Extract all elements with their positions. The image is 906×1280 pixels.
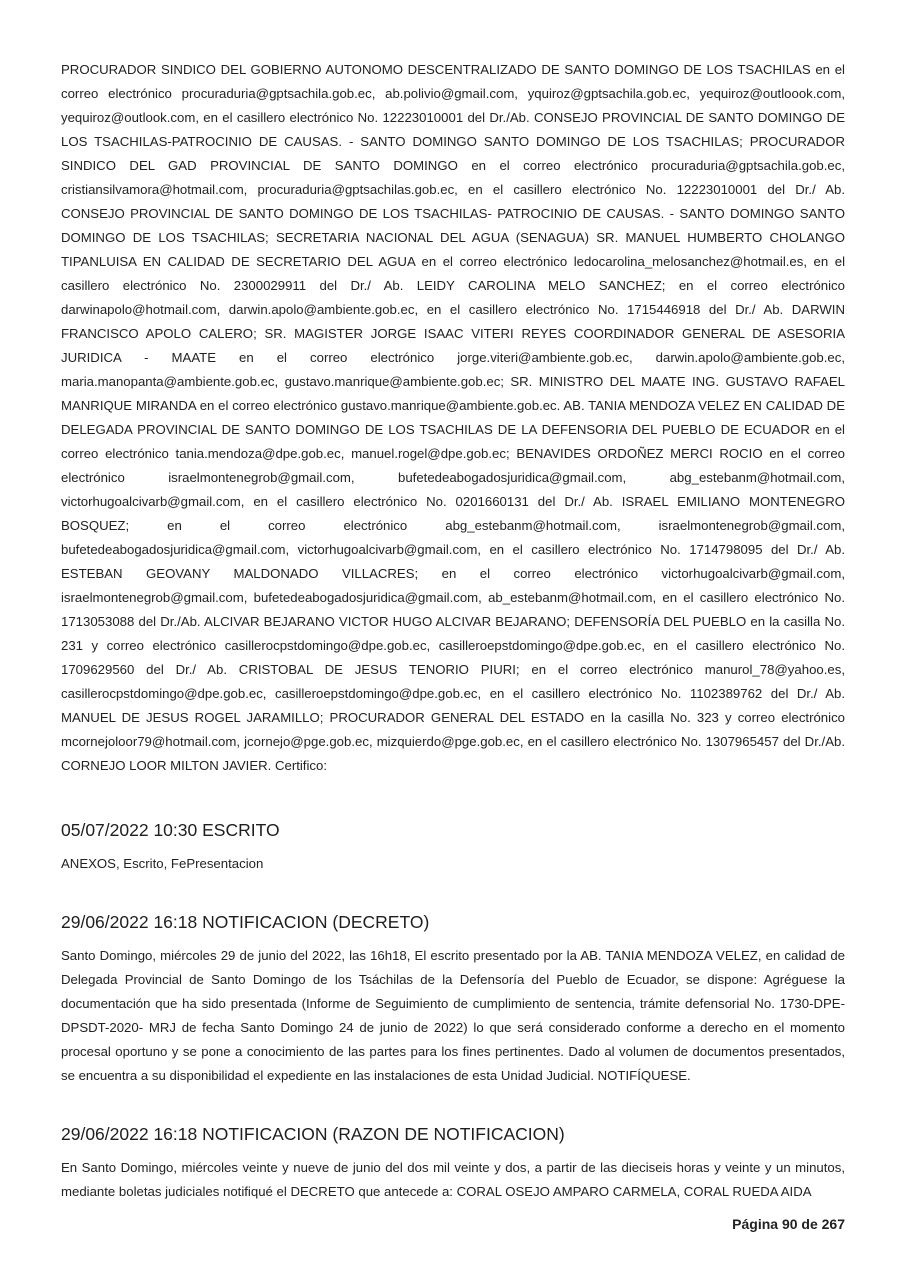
entry-heading-razon: 29/06/2022 16:18 NOTIFICACION (RAZON DE NOTIFICACION)	[61, 1124, 565, 1144]
document-page	[61, 58, 845, 1204]
intro-paragraph: PROCURADOR SINDICO DEL GOBIERNO AUTONOMO DESCENTRALIZADO DE SANTO DOMINGO DE LOS TSACHILAS en el correo electrónico procuraduria@gptsachila.gob.ec, ab.polivio@gmail.com, yquiroz@gptsachila.gob.ec, yequiroz@outloook.com, yequiroz@outlook.com, en el casillero electrónico No. 12223010001 del Dr./Ab. CONSEJO PROVINCIAL DE SANTO DOMINGO DE LOS TSACHILAS-PATROCINIO DE CAUSAS. - SANTO DOMINGO SANTO DOMINGO DE LOS TSACHILAS; PROCURADOR SINDICO DEL GAD PROVINCIAL DE SANTO DOMINGO en el correo electrónico procuraduria@gptsachila.gob.ec, cristiansilvamora@hotmail.com, procuraduria@gptsachilas.gob.ec, en el casillero electrónico No. 12223010001 del Dr./ Ab. CONSEJO PROVINCIAL DE SANTO DOMINGO DE LOS TSACHILAS- PATROCINIO DE CAUSAS. - SANTO DOMINGO SANTO DOMINGO DE LOS TSACHILAS; SECRETARIA NACIONAL DEL AGUA (SENAGUA) SR. MANUEL HUMBERTO CHOLANGO TIPANLUISA EN CALIDAD DE SECRETARIO DEL AGUA en el correo electrónico ledocarolina_melosanchez@hotmail.es, en el casillero electrónico No. 2300029911 del Dr./ Ab. LEIDY CAROLINA MELO SANCHEZ; en el correo electrónico darwinapolo@hotmail.com, darwin.apolo@ambiente.gob.ec, en el casillero electrónico No. 1715446918 del Dr./ Ab. DARWIN FRANCISCO APOLO CALERO; SR. MAGISTER JORGE ISAAC VITERI REYES COORDINADOR GENERAL DE ASESORIA JURIDICA - MAATE en el correo electrónico jorge.viteri@ambiente.gob.ec, darwin.apolo@ambiente.gob.ec, maria.manopanta@ambiente.gob.ec, gustavo.manrique@ambiente.gob.ec; SR. MINISTRO DEL MAATE ING. GUSTAVO RAFAEL MANRIQUE MIRANDA en el correo electrónico gustavo.manrique@ambiente.gob.ec. AB. TANIA MENDOZA VELEZ EN CALIDAD DE DELEGADA PROVINCIAL DE SANTO DOMINGO DE LOS TSACHILAS DE LA DEFENSORIA DEL PUEBLO DE ECUADOR en el correo electrónico tania.mendoza@dpe.gob.ec, manuel.rogel@dpe.gob.ec; BENAVIDES ORDOÑEZ MERCI ROCIO en el correo electrónico israelmontenegrob@gmail.com, bufetedeabogadosjuridica@gmail.com, abg_estebanm@hotmail.com, victorhugoalcivarb@gmail.com, en el casillero electrónico No. 0201660131 del Dr./ Ab. ISRAEL EMILIANO MONTENEGRO BOSQUEZ; en el correo electrónico abg_estebanm@hotmail.com, israelmontenegrob@gmail.com, bufetedeabogadosjuridica@gmail.com, victorhugoalcivarb@gmail.com, en el casillero electrónico No. 1714798095 del Dr./ Ab. ESTEBAN GEOVANY MALDONADO VILLACRES; en el correo electrónico victorhugoalcivarb@gmail.com, israelmontenegrob@gmail.com, bufetedeabogadosjuridica@gmail.com, ab_estebanm@hotmail.com, en el casillero electrónico No. 1713053088 del Dr./Ab. ALCIVAR BEJARANO VICTOR HUGO ALCIVAR BEJARANO; DEFENSORÍA DEL PUEBLO en la casilla No. 231 y correo electrónico casillerocpstdomingo@dpe.gob.ec, casilleroepstdomingo@dpe.gob.ec, en el casillero electrónico No. 1709629560 del Dr./ Ab. CRISTOBAL DE JESUS TENORIO PIURI; en el correo electrónico manurol_78@yahoo.es, casillerocpstdomingo@dpe.gob.ec, casilleroepstdomingo@dpe.gob.ec, en el casillero electrónico No. 1102389762 del Dr./ Ab. MANUEL DE JESUS ROGEL JARAMILLO; PROCURADOR GENERAL DEL ESTADO en la casilla No. 323 y correo electrónico mcornejoloor79@hotmail.com, jcornejo@pge.gob.ec, mizquierdo@pge.gob.ec, en el casillero electrónico No. 1307965457 del Dr./Ab. CORNEJO LOOR MILTON JAVIER. Certifico:	[61, 62, 845, 773]
page-number: Página 90 de 267	[732, 1216, 845, 1232]
entry-body-escrito: ANEXOS, Escrito, FePresentacion	[61, 856, 264, 871]
entry-heading-escrito: 05/07/2022 10:30 ESCRITO	[61, 820, 280, 840]
entry-body-razon: En Santo Domingo, miércoles veinte y nueve de junio del dos mil veinte y dos, a partir de las dieciseis horas y veinte y un minutos, mediante boletas judiciales notifiqué el DECRETO que antecede a: CORAL OSEJO AMPARO CARMELA, CORAL RUEDA AIDA	[61, 1160, 845, 1199]
entry-heading-decreto: 29/06/2022 16:18 NOTIFICACION (DECRETO)	[61, 912, 430, 932]
entry-body-decreto: Santo Domingo, miércoles 29 de junio del 2022, las 16h18, El escrito presentado por la AB. TANIA MENDOZA VELEZ, en calidad de Delegada Provincial de Santo Domingo de los Tsáchilas de la Defensoría del Pueblo de Ecuador, se dispone: Agréguese la documentación que ha sido presentada (Informe de Seguimiento de cumplimiento de sentencia, trámite defensorial No. 1730-DPE- DPSDT-2020- MRJ de fecha Santo Domingo 24 de junio de 2022) lo que será considerado conforme a derecho en el momento procesal oportuno y se pone a conocimiento de las partes para los fines pertinentes. Dado al volumen de documentos presentados, se encuentra a su disponibilidad el expediente en las instalaciones de esta Unidad Judicial. NOTIFÍQUESE.	[61, 948, 845, 1083]
